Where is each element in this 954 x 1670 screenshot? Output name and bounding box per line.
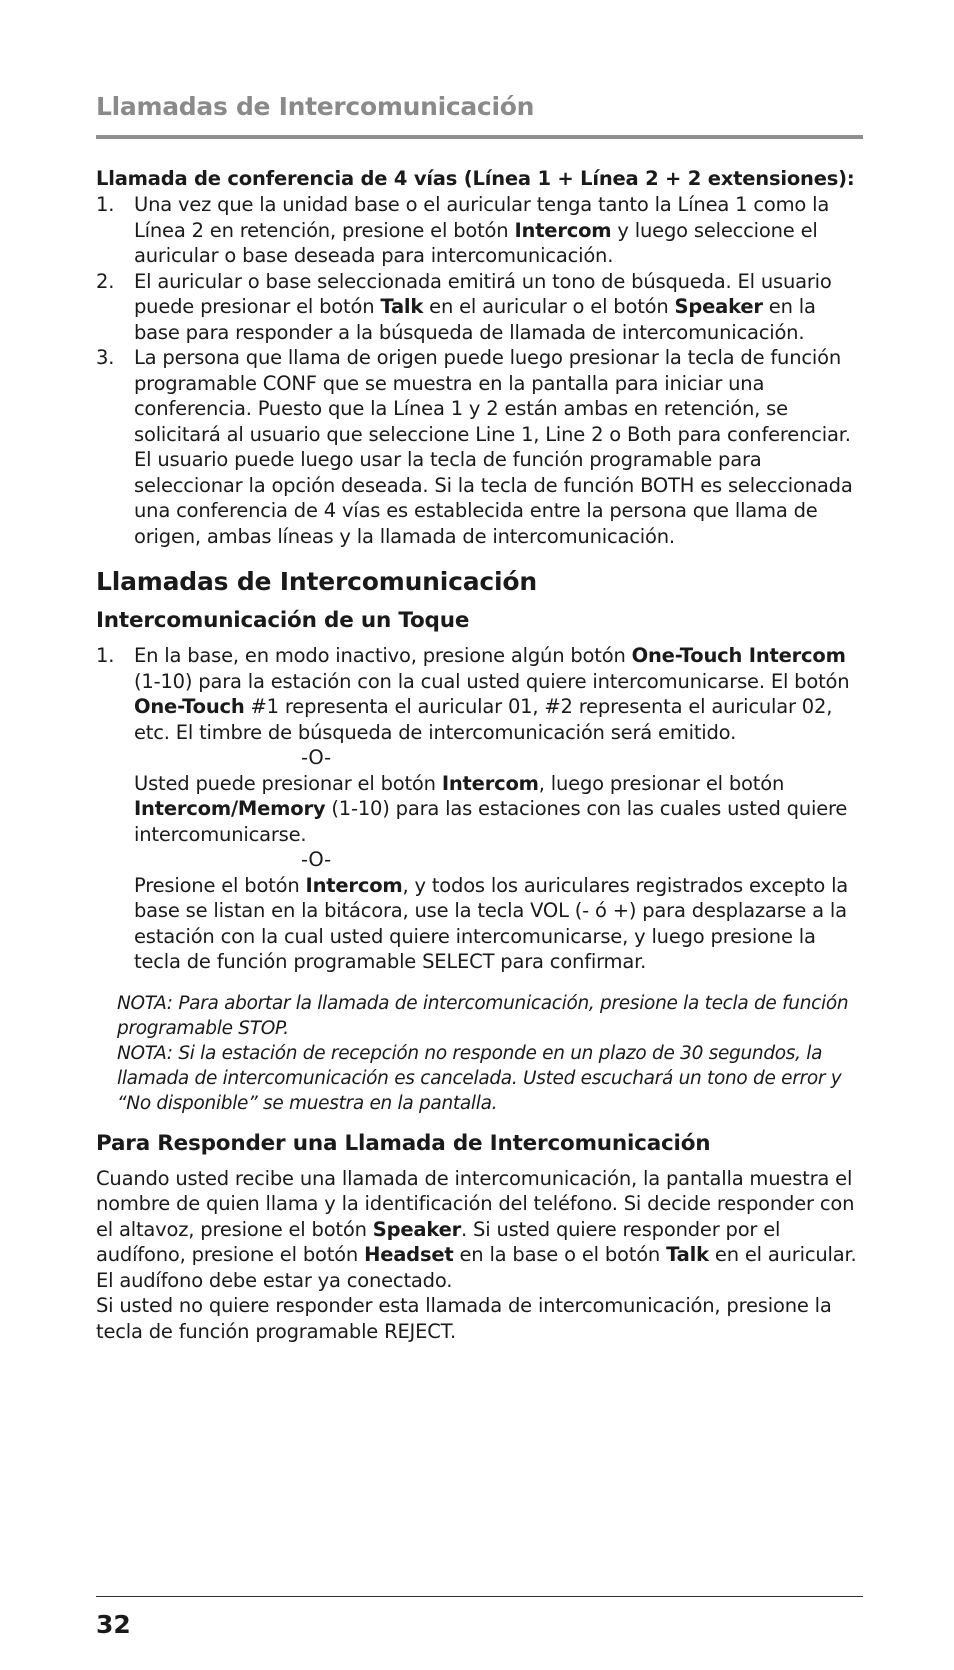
speaker-label: Speaker bbox=[674, 295, 763, 318]
conference-heading: Llamada de conferencia de 4 vías (Línea 1 + Línea 2 + 2 extensiones): bbox=[96, 167, 855, 190]
answer-heading: Para Responder una Llamada de Intercomunicación bbox=[96, 1130, 711, 1156]
speaker-label: Speaker bbox=[372, 1217, 462, 1241]
or-separator: -O- bbox=[301, 848, 331, 871]
talk-label: Talk bbox=[666, 1243, 709, 1266]
alternative-method-1: Usted puede presionar el botón Intercom, luego presionar el botón Intercom/Memory (1-10) para las estaciones con las cuales usted quiere intercomunicarse. bbox=[134, 771, 848, 846]
one-touch-heading: Intercomunicación de un Toque bbox=[96, 608, 470, 633]
intercom-label: Intercom bbox=[305, 873, 403, 897]
or-separator: -O- bbox=[301, 746, 331, 769]
note-abort: NOTA: Para abortar la llamada de intercomunicación, presione la tecla de función programable STOP. bbox=[117, 992, 849, 1039]
step-number: 1. bbox=[96, 193, 115, 216]
one-touch-label: One-Touch bbox=[134, 695, 245, 718]
conference-step-3: 3. La persona que llama de origen puede luego presionar la tecla de función programable CONF que se muestra en la pantalla para iniciar una conferencia. Puesto que la Línea 1 y 2 están ambas en retención, se solicitará al usuario que seleccione Line 1, Line 2 o Both para conferenciar. El usuario puede luego usar la tecla de función programable para seleccionar la opción deseada. Si la tecla de función BOTH es seleccionada una conferencia de 4 vías es establecida entre la persona que llama de origen, ambas líneas y la llamada de intercomunicación. bbox=[96, 346, 853, 548]
section-title: Llamadas de Intercomunicación bbox=[96, 567, 537, 596]
intercom-memory-label: Intercom/Memory bbox=[134, 797, 326, 820]
page-number: 32 bbox=[96, 1610, 131, 1639]
reject-paragraph: Si usted no quiere responder esta llamada de intercomunicación, presione la tecla de función programable REJECT. bbox=[96, 1294, 832, 1343]
answer-paragraph: Cuando usted recibe una llamada de intercomunicación, la pantalla muestra el nombre de quien llama y la identificación del teléfono. Si decide responder con el altavoz, presione el botón Speaker. Si usted quiere responder por el audífono, presione el botón Headset en la base o el botón Talk en el auricular. El audífono debe estar ya conectado. bbox=[96, 1166, 857, 1292]
running-header: Llamadas de Intercomunicación bbox=[96, 92, 535, 121]
intercom-label: Intercom bbox=[514, 218, 612, 242]
header-rule bbox=[96, 135, 863, 139]
page-content bbox=[96, 166, 863, 1344]
step-number: 2. bbox=[96, 269, 115, 293]
alternative-method-2: Presione el botón Intercom, y todos los auriculares registrados excepto la base se listan en la bitácora, use la tecla VOL (- ó +) para desplazarse a la estación con la cual usted quiere intercomunicarse, y luego presione la tecla de función programable SELECT para confirmar. bbox=[134, 873, 849, 973]
footer-rule bbox=[96, 1596, 863, 1597]
headset-label: Headset bbox=[364, 1243, 454, 1266]
step-number: 3. bbox=[96, 346, 115, 369]
conference-step-1: 1. Una vez que la unidad base o el auricular tenga tanto la Línea 1 como la Línea 2 en retención, presione el botón Intercom y luego seleccione el auricular o base deseada para intercomunicación. bbox=[96, 193, 830, 267]
talk-label: Talk bbox=[380, 295, 424, 318]
one-touch-intercom-label: One-Touch Intercom bbox=[631, 644, 846, 667]
one-touch-steps bbox=[96, 643, 863, 745]
conference-step-2: 2. El auricular o base seleccionada emitirá un tono de búsqueda. El usuario puede presionar el botón Talk en el auricular o el botón Speaker en la base para responder a la búsqueda de llamada de intercomunicación. bbox=[96, 269, 832, 344]
one-touch-step-1: 1. En la base, en modo inactivo, presione algún botón One-Touch Intercom (1-10) para la estación con la cual usted quiere intercomunicarse. El botón One-Touch #1 representa el auricular 01, #2 representa el auricular 02, etc. El timbre de búsqueda de intercomunicación será emitido. bbox=[96, 644, 850, 744]
note-timeout: NOTA: Si la estación de recepción no responde en un plazo de 30 segundos, la llamada de intercomunicación es cancelada. Usted escuchará un tono de error y “No disponible” se muestra en la pantalla. bbox=[117, 1042, 842, 1114]
conference-steps bbox=[96, 192, 863, 549]
intercom-label: Intercom bbox=[441, 771, 539, 795]
step-number: 1. bbox=[96, 644, 115, 667]
